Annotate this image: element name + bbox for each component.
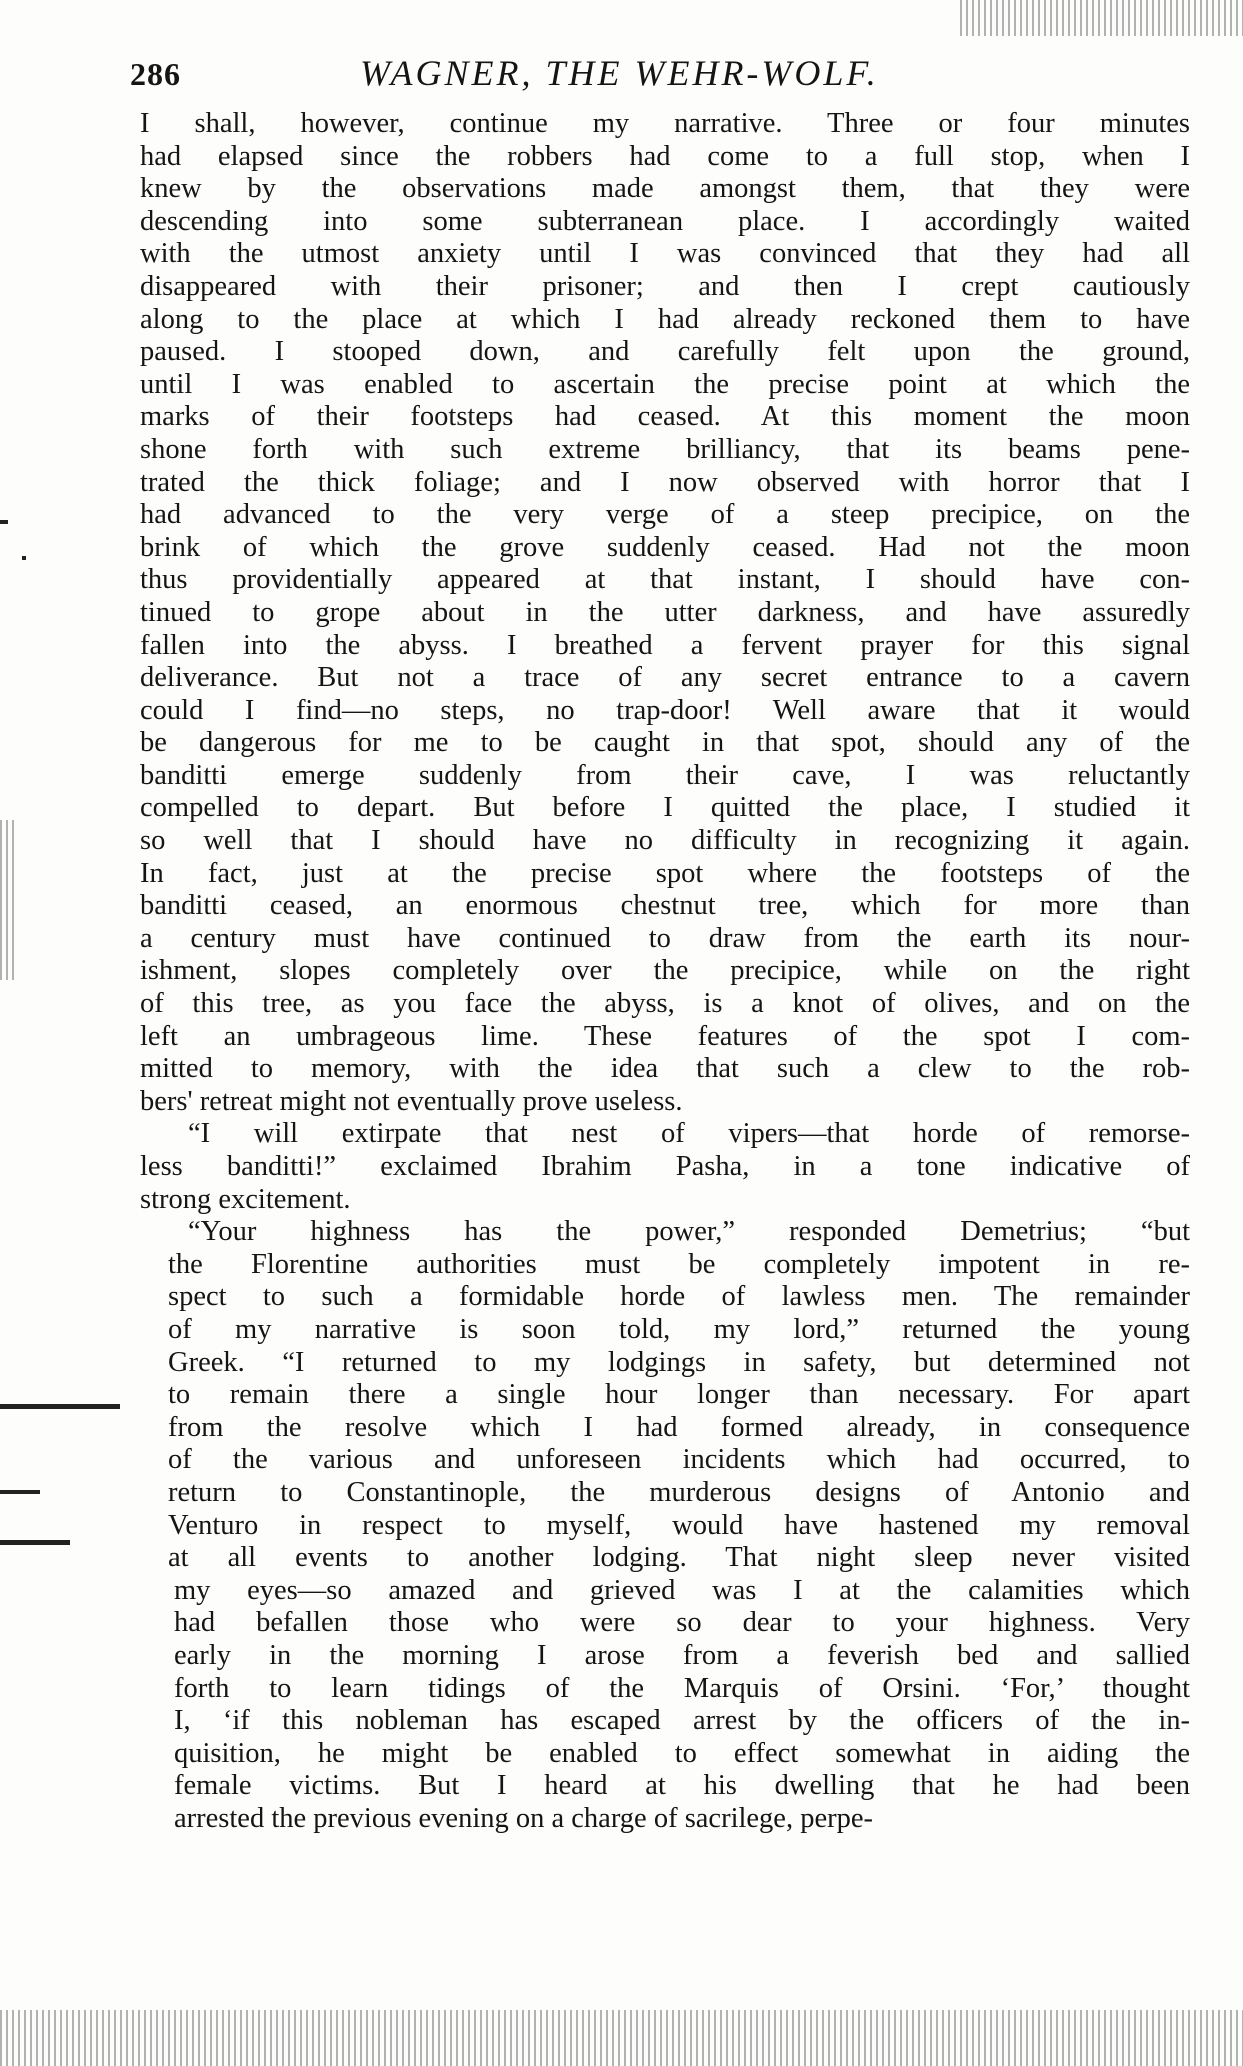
text-line: return to Constantinople, the murderous designs of Antonio and [168, 1476, 1190, 1508]
scan-noise [0, 820, 18, 980]
text-line: Venturo in respect to myself, would have hastened my removal [168, 1509, 1190, 1541]
text-line: ishment, slopes completely over the precipice, while on the right [140, 955, 1190, 987]
text-line: descending into some subterranean place. I accordingly waited [140, 205, 1190, 237]
running-head-title: WAGNER, THE WEHR-WOLF. [360, 53, 879, 93]
text-line: early in the morning I arose from a feverish bed and sallied [174, 1639, 1190, 1671]
text-line: forth to learn tidings of the Marquis of Orsini. ‘For,’ thought [174, 1672, 1190, 1704]
text-line: arrested the previous evening on a charge of sacrilege, perpe- [174, 1802, 873, 1834]
text-line: a century must have continued to draw from the earth its nour- [140, 922, 1190, 954]
text-line: trated the thick foliage; and I now observed with horror that I [140, 466, 1190, 498]
text-line: In fact, just at the precise spot where the footsteps of the [140, 857, 1190, 889]
page-number: 286 [130, 56, 181, 92]
text-line: had advanced to the very verge of a steep precipice, on the [140, 499, 1190, 531]
text-line: so well that I should have no difficulty in recognizing it again. [140, 825, 1190, 857]
text-line: my eyes—so amazed and grieved was I at the calamities which [174, 1574, 1190, 1606]
text-line: had befallen those who were so dear to your highness. Very [174, 1607, 1190, 1639]
text-line: female victims. But I heard at his dwelling that he had been [174, 1770, 1190, 1802]
text-line: deliverance. But not a trace of any secret entrance to a cavern [140, 662, 1190, 694]
text-line: marks of their footsteps had ceased. At this moment the moon [140, 401, 1190, 433]
text-line: banditti ceased, an enormous chestnut tree, which for more than [140, 890, 1190, 922]
text-line: of this tree, as you face the abyss, is a knot of olives, and on the [140, 988, 1190, 1020]
scan-noise [960, 0, 1243, 36]
text-line: tinued to grope about in the utter darkness, and have assuredly [140, 596, 1190, 628]
body-text [140, 108, 1190, 1835]
text-line: Greek. “I returned to my lodgings in safety, but determined not [168, 1346, 1190, 1378]
text-line: from the resolve which I had formed already, in consequence [168, 1411, 1190, 1443]
text-line: “Your highness has the power,” responded Demetrius; “but [188, 1216, 1190, 1248]
text-line: compelled to depart. But before I quitted the place, I studied it [140, 792, 1190, 824]
scan-mark [0, 1404, 120, 1409]
text-line: thus providentially appeared at that instant, I should have con- [140, 564, 1190, 596]
text-line: bers' retreat might not eventually prove useless. [140, 1085, 683, 1117]
text-line: fallen into the abyss. I breathed a fervent prayer for this signal [140, 629, 1190, 661]
text-line: left an umbrageous lime. These features of the spot I com- [140, 1020, 1190, 1052]
text-line: shone forth with such extreme brilliancy, that its beams pene- [140, 433, 1190, 465]
text-line: be dangerous for me to be caught in that spot, should any of the [140, 727, 1190, 759]
text-line: less banditti!” exclaimed Ibrahim Pasha, in a tone indicative of [140, 1151, 1190, 1182]
text-line: had elapsed since the robbers had come to a full stop, when I [140, 140, 1190, 172]
page-header [130, 52, 1190, 98]
text-line: the Florentine authorities must be completely impotent in re- [168, 1248, 1190, 1280]
text-line: I shall, however, continue my narrative. Three or four minutes [140, 108, 1190, 139]
text-line: banditti emerge suddenly from their cave, I was reluctantly [140, 759, 1190, 791]
text-line: I, ‘if this nobleman has escaped arrest by the officers of the in- [174, 1705, 1190, 1737]
text-line: strong excitement. [140, 1183, 351, 1215]
text-line: “I will extirpate that nest of vipers—that horde of remorse- [188, 1118, 1190, 1150]
text-line: quisition, he might be enabled to effect somewhat in aiding the [174, 1737, 1190, 1769]
text-line: at all events to another lodging. That night sleep never visited [168, 1542, 1190, 1574]
scan-mark [22, 556, 26, 560]
text-line: spect to such a formidable horde of lawless men. The remainder [168, 1281, 1190, 1313]
text-line: mitted to memory, with the idea that such a clew to the rob- [140, 1053, 1190, 1085]
text-line: of my narrative is soon told, my lord,” returned the young [168, 1313, 1190, 1345]
text-line: along to the place at which I had already reckoned them to have [140, 303, 1190, 335]
scan-noise [0, 2010, 1243, 2066]
text-line: of the various and unforeseen incidents which had occurred, to [168, 1444, 1190, 1476]
text-line: to remain there a single hour longer than necessary. For apart [168, 1379, 1190, 1411]
scan-mark [0, 1540, 70, 1545]
text-line: until I was enabled to ascertain the precise point at which the [140, 368, 1190, 400]
text-line: paused. I stooped down, and carefully felt upon the ground, [140, 336, 1190, 368]
text-line: could I find—no steps, no trap-door! Well aware that it would [140, 694, 1190, 726]
text-line: disappeared with their prisoner; and then I crept cautiously [140, 270, 1190, 302]
text-line: knew by the observations made amongst them, that they were [140, 173, 1190, 205]
text-line: brink of which the grove suddenly ceased. Had not the moon [140, 531, 1190, 563]
scan-mark [0, 1490, 40, 1494]
scan-mark [0, 520, 8, 524]
text-line: with the utmost anxiety until I was convinced that they had all [140, 238, 1190, 270]
